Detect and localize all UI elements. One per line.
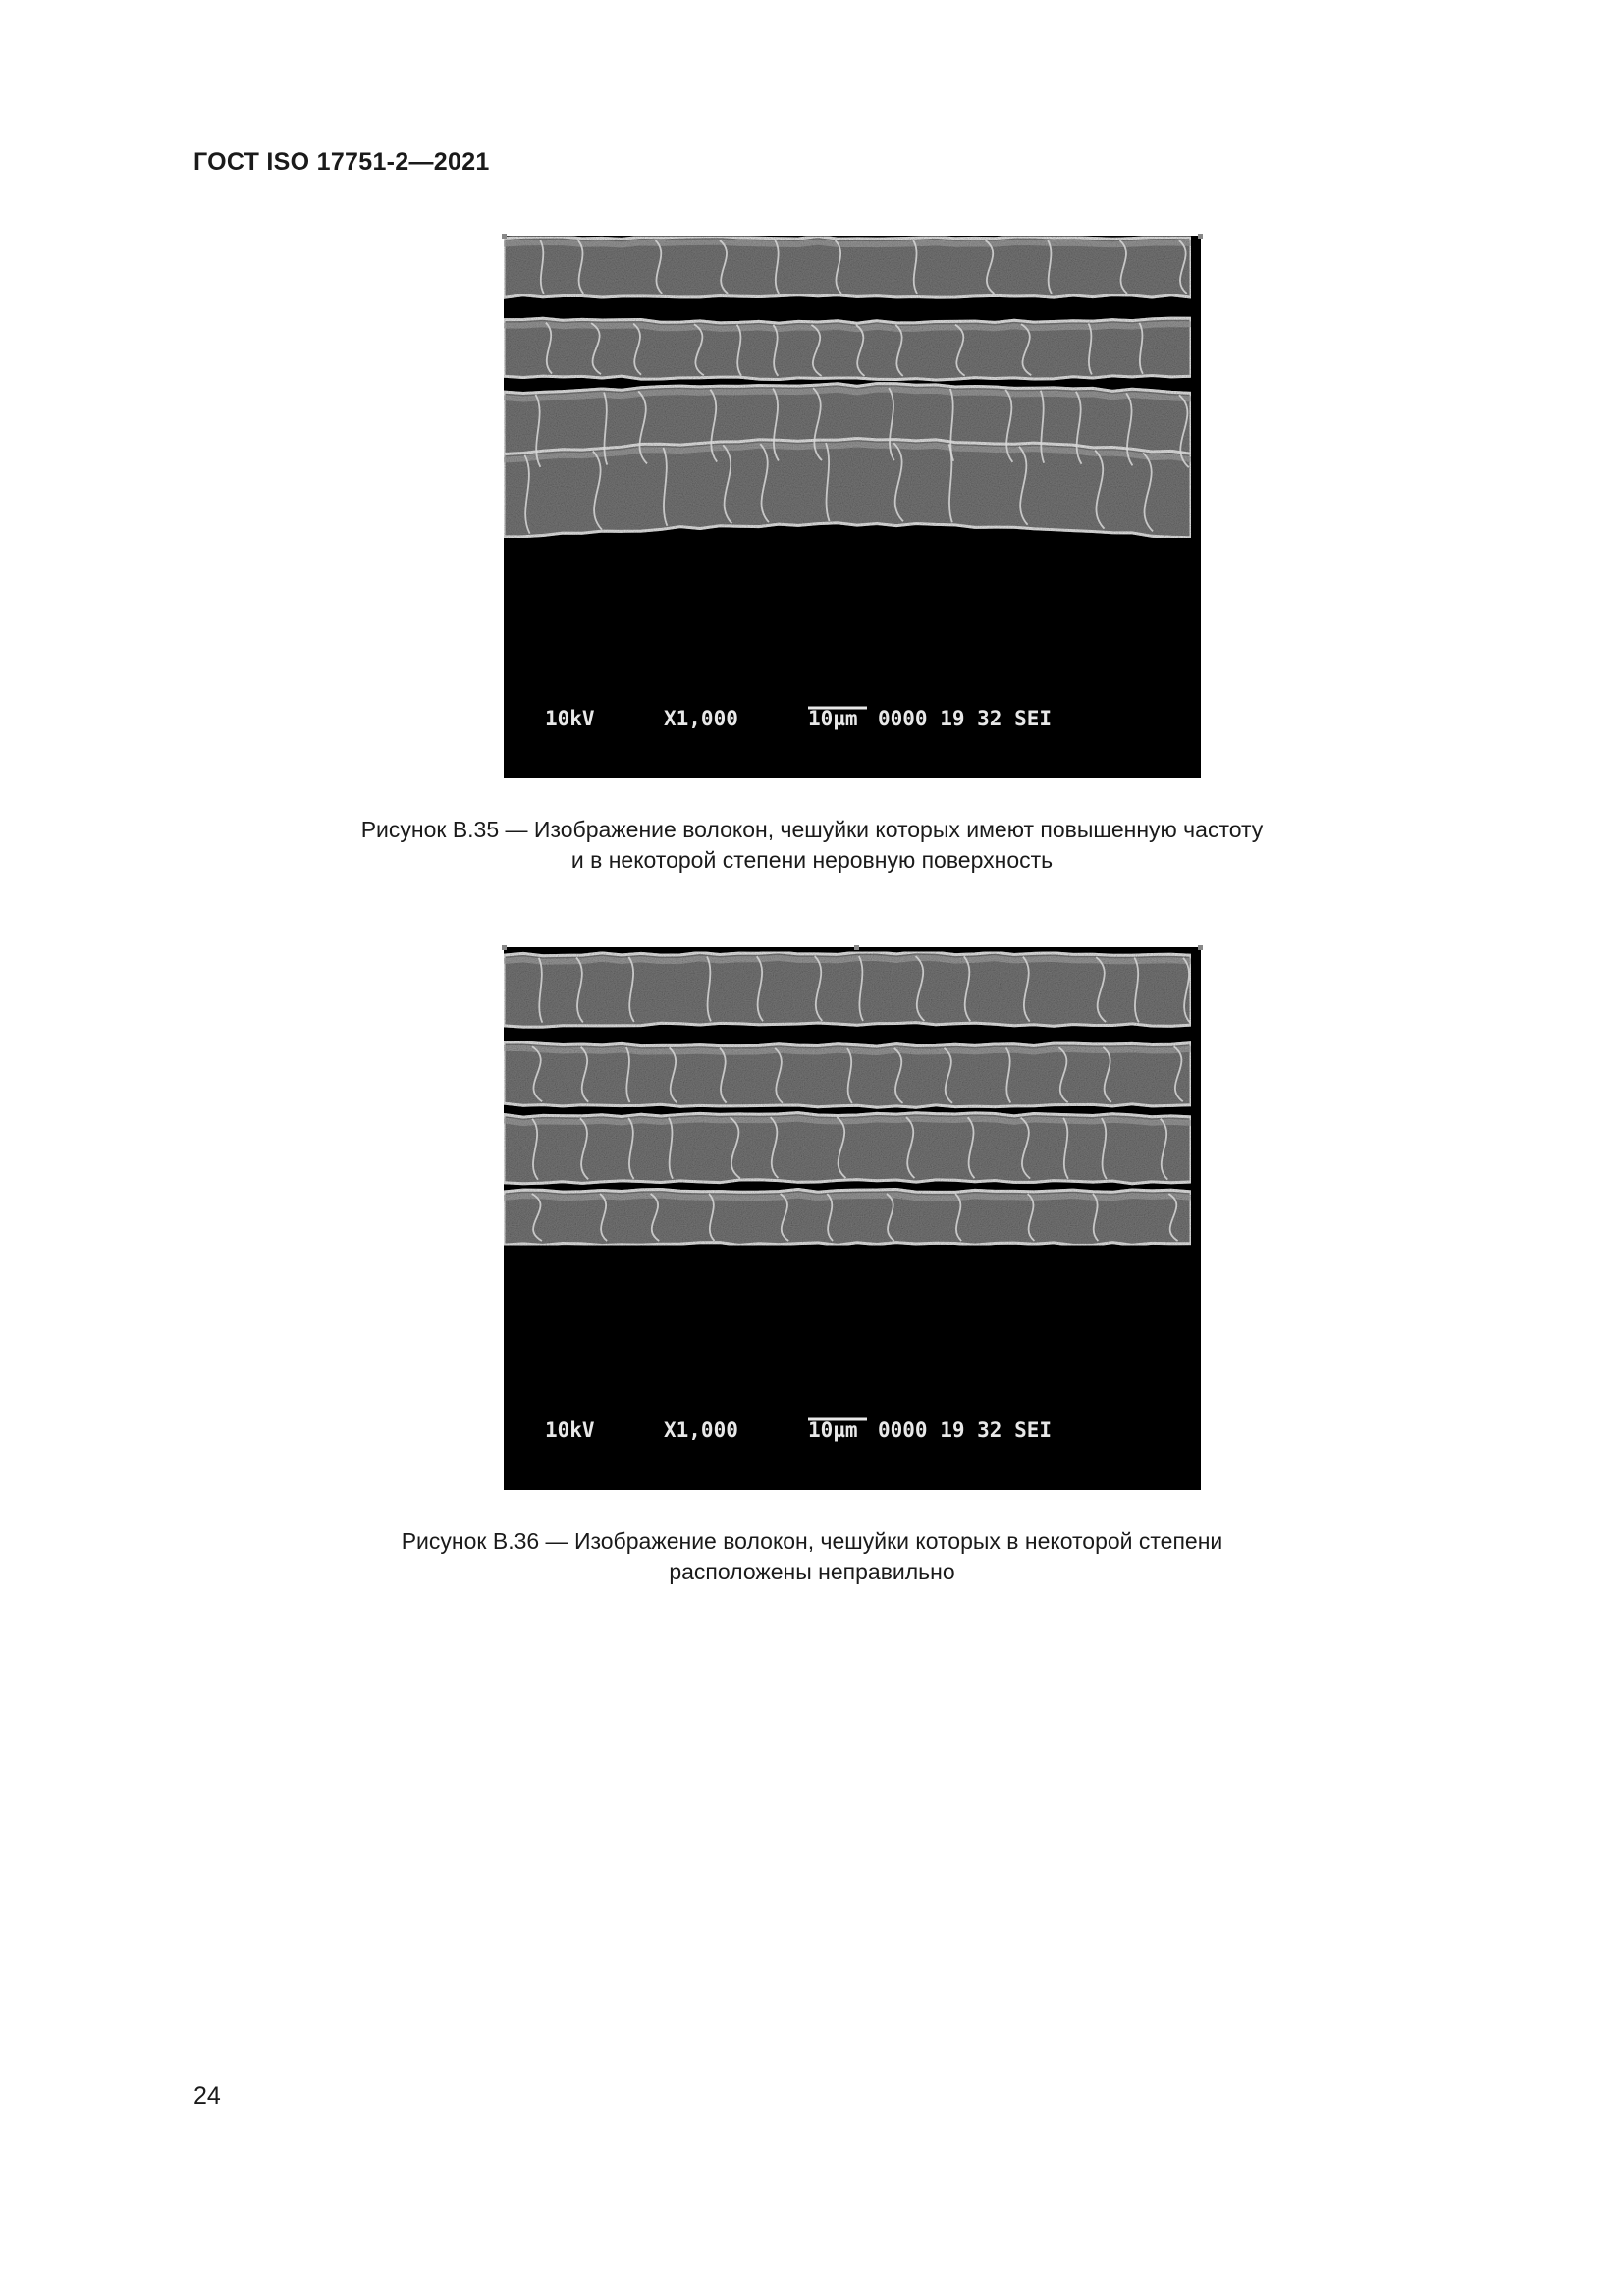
- crop-marker: [854, 945, 859, 950]
- caption-line: расположены неправильно: [669, 1559, 955, 1584]
- sem-info-bar: [545, 707, 1052, 730]
- sem-micrograph-figure-b35: [504, 236, 1201, 778]
- fiber-highlight: [504, 1196, 1191, 1199]
- fiber-highlight: [504, 242, 1191, 245]
- crop-marker: [502, 234, 507, 239]
- sem-magnification: X1,000: [664, 707, 738, 730]
- sem-info-bar: [545, 1418, 1052, 1442]
- sem-voltage: 10kV: [545, 1418, 595, 1442]
- sem-scale-label: 10µm: [808, 1418, 858, 1442]
- caption-line: и в некоторой степени неровную поверхность: [570, 847, 1054, 873]
- fiber-strands: [504, 952, 1191, 1246]
- fiber-highlight: [504, 1119, 1191, 1123]
- crop-marker: [502, 945, 507, 950]
- sem-scale-label: 10µm: [808, 707, 858, 730]
- caption-line: Рисунок В.36 — Изображение волокон, чешуйки которых в некоторой степени: [401, 1528, 1223, 1554]
- sem-magnification: X1,000: [664, 1418, 738, 1442]
- sem-code: 0000 19 32 SEI: [878, 707, 1053, 730]
- crop-marker: [1198, 945, 1203, 950]
- document-header: ГОСТ ISO 17751-2—2021: [193, 148, 490, 176]
- page-number: 24: [193, 2082, 221, 2109]
- sem-micrograph-figure-b36: [504, 947, 1201, 1490]
- sem-code: 0000 19 32 SEI: [878, 1418, 1053, 1442]
- crop-marker: [1198, 234, 1203, 239]
- sem-voltage: 10kV: [545, 707, 595, 730]
- figure-caption-b35: [295, 815, 1329, 876]
- caption-line: Рисунок В.35 — Изображение волокон, чешуйки которых имеют повышенную частоту: [360, 817, 1264, 842]
- fiber-strands: [504, 237, 1191, 538]
- figure-caption-b36: [295, 1526, 1329, 1587]
- fiber-highlight: [504, 958, 1191, 962]
